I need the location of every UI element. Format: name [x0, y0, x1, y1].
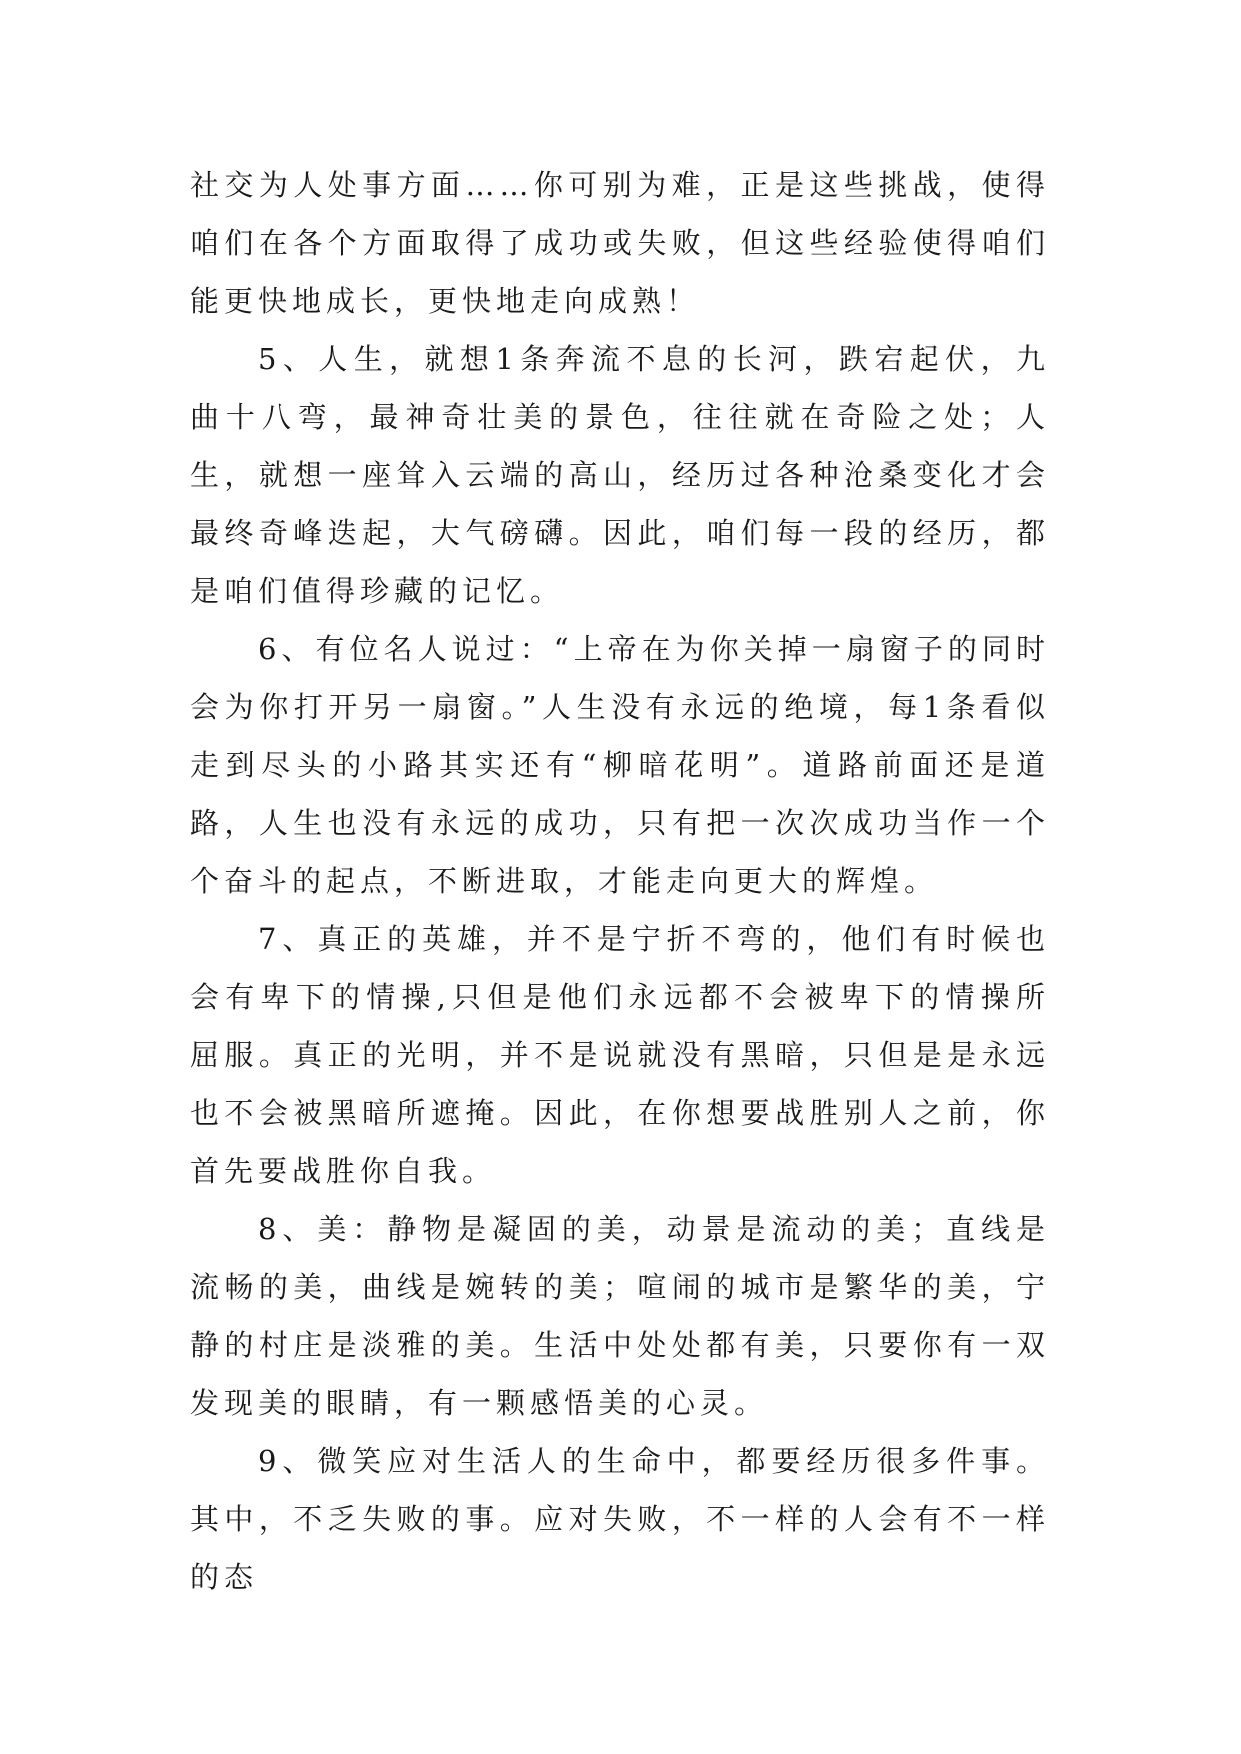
document-body [190, 156, 1050, 1606]
paragraph-item-5: 5、人生，就想1条奔流不息的长河，跌宕起伏，九曲十八弯，最神奇壮美的景色，往往就在奇险之处；人生，就想一座耸入云端的高山，经历过各种沧桑变化才会最终奇峰迭起，大气磅礴。因此，咱们每一段的经历，都是咱们值得珍藏的记忆。 [190, 342, 1050, 608]
paragraph-item-7: 7、真正的英雄，并不是宁折不弯的，他们有时候也会有卑下的情操,只但是他们永远都不会被卑下的情操所屈服。真正的光明，并不是说就没有黑暗，只但是是永远也不会被黑暗所遮掩。因此，在你想要战胜别人之前，你首先要战胜你自我。 [190, 922, 1050, 1188]
paragraph-item-6: 6、有位名人说过：“上帝在为你关掉一扇窗子的同时会为你打开另一扇窗。”人生没有永远的绝境，每1条看似走到尽头的小路其实还有“柳暗花明”。道路前面还是道路，人生也没有永远的成功，只有把一次次成功当作一个个奋斗的起点，不断进取，才能走向更大的辉煌。 [190, 632, 1050, 898]
paragraph-item-9: 9、微笑应对生活人的生命中，都要经历很多件事。其中，不乏失败的事。应对失败，不一样的人会有不一样的态 [190, 1444, 1050, 1594]
paragraph-continuation: 社交为人处事方面……你可别为难，正是这些挑战，使得咱们在各个方面取得了成功或失败，但这些经验使得咱们能更快地成长，更快地走向成熟！ [190, 168, 1050, 318]
paragraph-item-8: 8、美：静物是凝固的美，动景是流动的美；直线是流畅的美，曲线是婉转的美；喧闹的城市是繁华的美，宁静的村庄是淡雅的美。生活中处处都有美，只要你有一双发现美的眼睛，有一颗感悟美的心灵。 [190, 1212, 1050, 1420]
